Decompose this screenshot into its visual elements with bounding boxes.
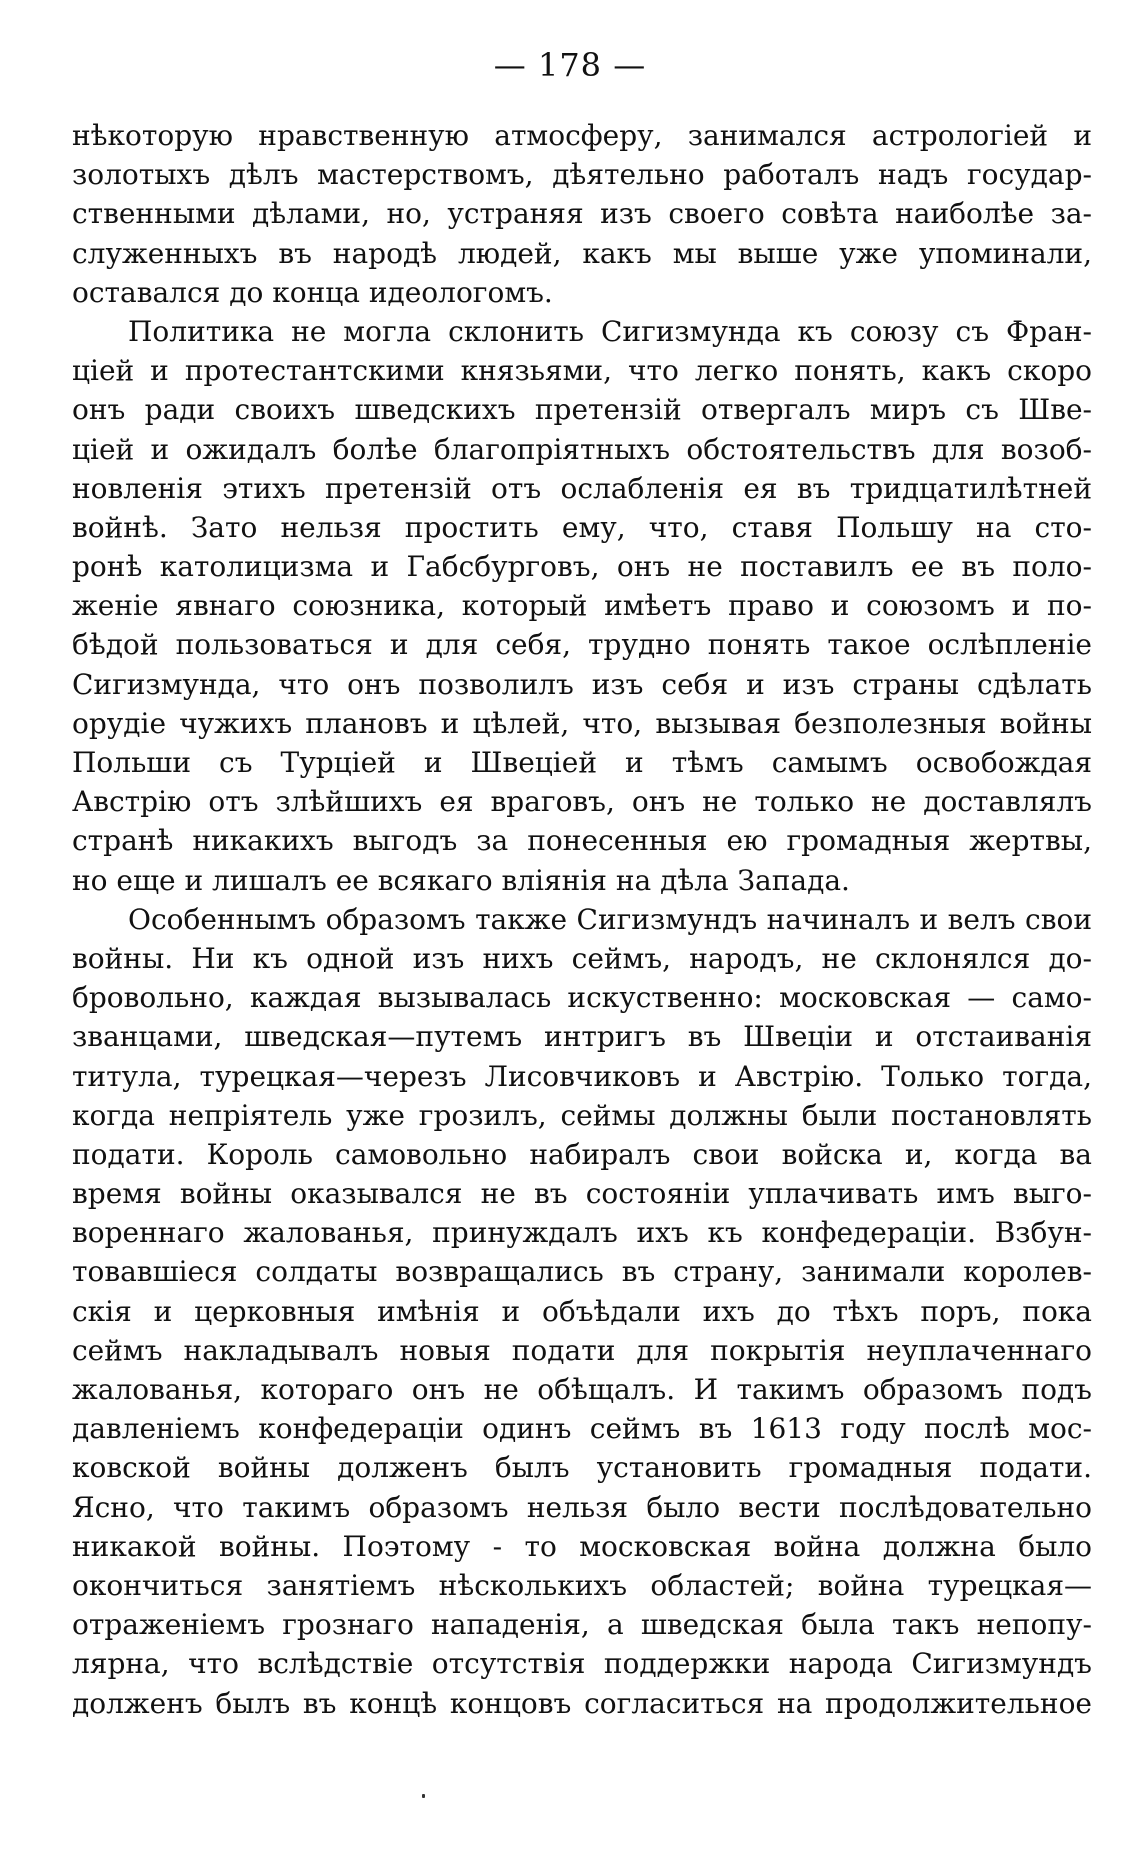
text-line: войнѣ. Зато нельзя простить ему, что, ставя Польшу на сто- [72, 510, 1092, 544]
text-line: орудіе чужихъ плановъ и цѣлей, что, вызывая безполезныя войны [72, 706, 1092, 740]
text-line: войны. Ни къ одной изъ нихъ сеймъ, народъ, не склонялся до- [72, 941, 1092, 975]
text-line: давленіемъ конфедераціи одинъ сеймъ въ 1613 году послѣ мос- [72, 1412, 1092, 1446]
text-line: золотыхъ дѣлъ мастерствомъ, дѣятельно работалъ надъ государ- [72, 158, 1092, 192]
text-line: время войны оказывался не въ состояніи уплачивать имъ выго- [72, 1177, 1092, 1211]
text-line: ковской войны долженъ былъ установить громадныя подати. [72, 1451, 1092, 1485]
text-line: никакой войны. Поэтому - то московская война должна было [72, 1529, 1092, 1563]
text-line: ронѣ католицизма и Габсбурговъ, онъ не поставилъ ее въ поло- [72, 550, 1092, 584]
text-line: званцами, шведская—путемъ интригъ въ Швеціи и отстаиванія [72, 1020, 1092, 1054]
text-line: лярна, что вслѣдствіе отсутствія поддержки народа Сигизмундъ [72, 1647, 1092, 1681]
text-line: бѣдой пользоваться и для себя, трудно понять такое ослѣпленіе [72, 628, 1092, 662]
page-number: — 178 — [493, 46, 647, 84]
ink-speck [422, 1794, 425, 1798]
text-line: нѣкоторую нравственную атмосферу, занимался астрологіей и [72, 119, 1092, 152]
text-line: Ясно, что такимъ образомъ нельзя было вести послѣдовательно [72, 1490, 1092, 1524]
text-line: когда непріятель уже грозилъ, сеймы должны были постановлять [72, 1098, 1092, 1132]
text-line: бровольно, каждая вызывалась искуственно: московская — само- [72, 981, 1092, 1015]
text-line: ціей и протестантскими князьями, что легко понять, какъ скоро [72, 354, 1092, 388]
text-line: новленія этихъ претензій отъ ослабленія ея въ тридцатилѣтней [72, 471, 1092, 505]
text-line: товавшіеся солдаты возвращались въ страну, занимали королев- [72, 1255, 1092, 1289]
text-line: Польши съ Турціей и Швеціей и тѣмъ самымъ освобождая [72, 746, 1092, 779]
text-line: сеймъ накладывалъ новыя подати для покрытія неуплаченнаго [72, 1333, 1092, 1367]
text-line: долженъ былъ въ концѣ концовъ согласиться на продолжительное [72, 1686, 1092, 1720]
text-line: Политика не могла склонить Сигизмунда къ союзу съ Фран- [128, 314, 1092, 348]
text-line: вореннаго жалованья, принуждалъ ихъ къ конфедераціи. Взбун- [72, 1216, 1092, 1250]
text-line: ственными дѣлами, но, устраняя изъ своего совѣта наиболѣе за- [72, 197, 1092, 231]
text-line: скія и церковныя имѣнія и объѣдали ихъ до тѣхъ поръ, пока [72, 1294, 1092, 1328]
text-line: Сигизмунда, что онъ позволилъ изъ себя и изъ страны сдѣлать [72, 667, 1092, 701]
text-line: женіе явнаго союзника, который имѣетъ право и союзомъ и по- [72, 589, 1092, 623]
text-line: Австрію отъ злѣйшихъ ея враговъ, онъ не только не доставлялъ [72, 785, 1092, 819]
text-line: титула, турецкая—черезъ Лисовчиковъ и Австрію. Только тогда, [72, 1059, 1092, 1093]
text-line: странѣ никакихъ выгодъ за понесенныя ею громадныя жертвы, [72, 824, 1092, 858]
text-line: окончиться занятіемъ нѣсколькихъ областей; война турецкая— [72, 1568, 1092, 1602]
body-text [72, 116, 1092, 1723]
text-line: подати. Король самовольно набиралъ свои войска и, когда ва [72, 1137, 1092, 1171]
text-line: жалованья, котораго онъ не обѣщалъ. И такимъ образомъ подъ [72, 1373, 1092, 1406]
text-line: отраженіемъ грознаго нападенія, а шведская была такъ непопу- [72, 1608, 1092, 1642]
text-line: ціей и ожидалъ болѣе благопріятныхъ обстоятельствъ для возоб- [72, 432, 1092, 466]
text-line: онъ ради своихъ шведскихъ претензій отвергалъ миръ съ Шве- [72, 393, 1092, 427]
text-line: оставался до конца идеологомъ. [72, 275, 553, 309]
text-line: служенныхъ въ народѣ людей, какъ мы выше уже упоминали, [72, 236, 1092, 270]
text-line: но еще и лишалъ ее всякаго вліянія на дѣла Запада. [72, 863, 850, 897]
text-line: Особеннымъ образомъ также Сигизмундъ начиналъ и велъ свои [128, 902, 1092, 936]
